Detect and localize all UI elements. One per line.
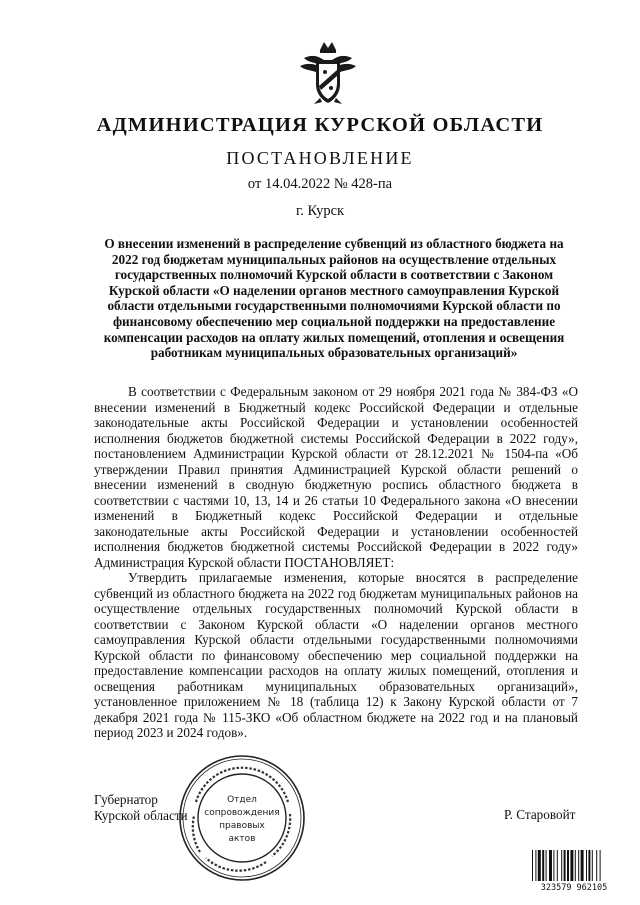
stamp-line: правовых xyxy=(219,821,265,831)
document-heading xyxy=(92,236,576,361)
coat-of-arms-icon xyxy=(298,40,358,106)
stamp-line: сопровождения xyxy=(204,808,280,818)
stamp-line: Отдел xyxy=(227,795,257,805)
body-paragraph: Утвердить прилагаемые изменения, которые вносятся в распределение субвенций из областного бюджета на 2022 год бюджетам муниципальных районов на осуществление отдельных государственных полномочий Курской области в соответствии с Законом Курской области «О наделении органов местного самоуправления Курской области отдельными государственными полномочиями Курской области по финансовому обеспечению мер социальной поддержки на предоставление компенсации расходов на оплату жилых помещений, отопления и освещения работникам муниципальных образовательных организаций», установленное приложением № 18 (таблица 12) к Закону Курской области от 7 декабря 2021 года № 115-ЗКО «Об областном бюджете на 2022 год и на плановый период 2023 и 2024 годов». xyxy=(94,570,578,740)
signatory-title xyxy=(94,792,188,823)
document-number: от 14.04.2022 № 428-па xyxy=(247,176,393,192)
heading-line: государственных полномочий Курской области в соответствии с Законом xyxy=(114,267,554,283)
signatory-title-line: Курской области xyxy=(94,807,188,823)
stamp-line: актов xyxy=(228,834,256,844)
barcode xyxy=(530,848,618,892)
document-body xyxy=(94,384,578,741)
heading-line: О внесении изменений в распределение субвенций из областного бюджета на xyxy=(104,236,564,251)
heading-line: компенсации расходов на оплату жилых помещений, отопления и освещения xyxy=(103,329,565,345)
document-city: г. Курск xyxy=(295,203,345,219)
department-stamp xyxy=(176,752,308,884)
organization-title: АДМИНИСТРАЦИЯ КУРСКОЙ ОБЛАСТИ xyxy=(96,114,544,136)
heading-line: Курской области «О наделении органов местного самоуправления Курской xyxy=(108,282,560,298)
body-paragraph: В соответствии с Федеральным законом от 29 ноября 2021 года № 384-ФЗ «О внесении изменений в Бюджетный кодекс Российской Федерации и отдельные законодательные акты Российской Федерации и установлении особенностей исполнения бюджетов бюджетной системы Российской Федерации в 2022 году», постановлением Администрации Курской области от 28.12.2021 № 1504-па «Об утверждении Правил принятия Администрацией Курской области решений о внесении изменений в сводную бюджетную роспись областного бюджета в соответствии с частями 10, 13, 14 и 26 статьи 10 Федерального закона «О внесении изменений в Бюджетный кодекс Российской Федерации и отдельные законодательные акты Российской Федерации и установлении особенностей исполнения бюджетов бюджетной системы Российской Федерации в 2022 году» Администрация Курской области ПОСТАНОВЛЯЕТ: xyxy=(94,384,578,570)
signatory-name: Р. Старовойт xyxy=(504,807,576,822)
heading-line: области отдельными государственными полномочиями Курской области по xyxy=(107,298,561,314)
document-type: ПОСТАНОВЛЕНИЕ xyxy=(226,148,414,168)
heading-line: 2022 год бюджетам муниципальных районов на осуществление отдельных xyxy=(111,251,557,267)
signatory-title-line: Губернатор xyxy=(94,792,158,807)
heading-line: финансовому обеспечению мер социальной поддержки на предоставление xyxy=(112,313,556,329)
heading-line: работникам муниципальных образовательных организаций» xyxy=(150,345,518,361)
barcode-number: 323579 962105 xyxy=(540,883,608,892)
